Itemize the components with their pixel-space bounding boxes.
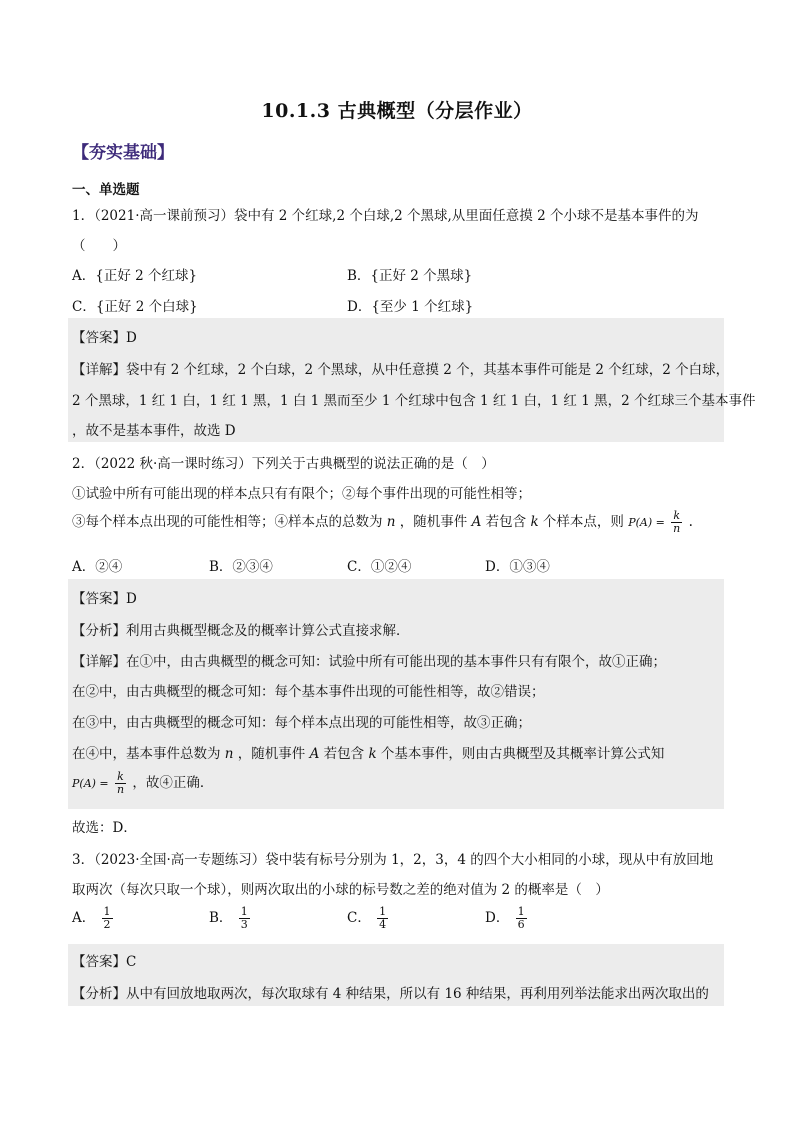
q1-stem-line2: （ ）	[72, 238, 126, 254]
q1-detail-line1: 【详解】袋中有 2 个红球，2 个白球，2 个黑球，从中任意摸 2 个，其基本事件可能是 2 个红球，2 个白球，	[72, 362, 730, 378]
q1-option-c: C．{正好 2 个白球}	[72, 299, 198, 315]
q2-detail5-lhs: P(A) =	[72, 777, 109, 790]
q2-analysis: 【分析】利用古典概型概念及的概率计算公式直接求解．	[72, 623, 410, 639]
q2-detail4-text-a: 在④中，基本事件总数为	[72, 746, 221, 762]
q2-stem3-text-d: 个样本点，则	[542, 514, 624, 530]
q2-fraction-denominator: n	[673, 522, 681, 535]
page-title: 10.1.3 古典概型（分层作业）	[261, 100, 533, 122]
q3-option-d	[485, 906, 529, 931]
q3-option-c-fraction	[377, 906, 388, 931]
q3-option-a	[72, 906, 115, 931]
q2-detail-line4	[72, 742, 664, 762]
q2-detail-line2: 在②中，由古典概型的概念可知：每个基本事件出现的可能性相等，故②错误；	[72, 684, 545, 700]
q2-detail5-denominator: n	[116, 783, 125, 796]
q3-option-b-denominator: 3	[240, 918, 248, 931]
q2-detail-line5	[72, 771, 213, 796]
q3-option-d-fraction	[516, 906, 527, 931]
q3-option-b-fraction	[239, 906, 250, 931]
q3-option-d-denominator: 6	[517, 918, 525, 931]
q3-option-c-numerator: 1	[379, 905, 387, 918]
q2-option-a: A．②④	[72, 559, 123, 575]
q1-detail-line2: 2 个黑球，1 红 1 白，1 红 1 黑，1 白 1 黑而至少 1 个红球中包含 1 红 1 白，1 红 1 黑，2 个红球三个基本事件	[72, 393, 756, 409]
q2-stem3-text-c: 若包含	[485, 514, 527, 530]
q3-answer: 【答案】C	[72, 954, 137, 970]
q2-stem3-end: .	[688, 514, 693, 530]
q3-stem-line1: 3．（2023·全国·高一专题练习）袋中装有标号分别为 1，2，3，4 的四个大小相同的小球，现从中有放回地	[72, 852, 714, 868]
q2-detail5-fraction	[115, 771, 126, 796]
q2-detail4-var-k: k	[368, 746, 377, 762]
q1-option-b: B．{正好 2 个黑球}	[347, 268, 473, 284]
q2-var-a: A	[471, 514, 482, 530]
q3-option-a-fraction	[102, 906, 113, 931]
q2-answer: 【答案】D	[72, 591, 137, 607]
q2-detail4-var-a: A	[309, 746, 320, 762]
q3-analysis: 【分析】从中有回放地取两次，每次取球有 4 种结果，所以有 16 种结果，再利用列举法能求出两次取出的	[72, 986, 709, 1002]
q3-option-c-label: C．	[347, 910, 371, 926]
q3-option-c	[347, 906, 390, 931]
q1-stem-line1: 1．（2021·高一课前预习）袋中有 2 个红球,2 个白球,2 个黑球,从里面任意摸 2 个小球不是基本事件的为	[72, 208, 699, 224]
q3-option-b-label: B．	[209, 910, 233, 926]
q2-detail4-text-b: ，随机事件	[237, 746, 306, 762]
q3-option-a-label: A．	[72, 910, 96, 926]
q2-stem-line1: 2．（2022 秋·高一课时练习）下列关于古典概型的说法正确的是（ ）	[72, 456, 495, 472]
section-heading: 【夯实基础】	[72, 143, 174, 163]
q1-option-a: A．{正好 2 个红球}	[72, 268, 198, 284]
q2-formula-fraction	[671, 510, 682, 535]
q2-conclusion: 故选：D．	[72, 820, 137, 836]
q3-option-d-numerator: 1	[517, 905, 525, 918]
q2-stem-line3	[72, 510, 693, 535]
q2-stem3-text-a: ③每个样本点出现的可能性相等；④样本点的总数为	[72, 514, 383, 530]
q2-option-b: B．②③④	[209, 559, 273, 575]
q2-var-n: n	[386, 514, 396, 530]
q1-detail-line3: ，故不是基本事件，故选 D	[72, 423, 236, 439]
q2-stem3-text-b: ，随机事件	[399, 514, 468, 530]
q3-option-b-numerator: 1	[240, 905, 248, 918]
q2-detail4-var-n: n	[224, 746, 234, 762]
q2-detail4-text-c: 若包含	[323, 746, 365, 762]
q2-option-c: C．①②④	[347, 559, 412, 575]
q2-var-k: k	[530, 514, 539, 530]
q2-detail5-tail: ，故④正确．	[132, 775, 214, 791]
q2-detail-line1: 【详解】在①中，由古典概型的概念可知：试验中所有可能出现的基本事件只有有限个，故①正确；	[72, 654, 666, 670]
q3-option-b	[209, 906, 252, 931]
q1-answer: 【答案】D	[72, 330, 137, 346]
q3-option-a-denominator: 2	[103, 918, 111, 931]
q3-stem-line2: 取两次（每次只取一个球），则两次取出的小球的标号数之差的绝对值为 2 的概率是（ ）	[72, 882, 609, 898]
q3-option-d-label: D．	[485, 910, 510, 926]
q2-detail5-numerator: k	[117, 770, 124, 783]
q2-detail4-text-d: 个基本事件，则由古典概型及其概率计算公式知	[380, 746, 665, 762]
q2-option-d: D．①③④	[485, 559, 550, 575]
q3-option-c-denominator: 4	[379, 918, 387, 931]
q3-option-a-numerator: 1	[103, 905, 111, 918]
q2-stem-line2: ①试验中所有可能出现的样本点只有有限个；②每个事件出现的可能性相等；	[72, 486, 531, 502]
q2-fraction-numerator: k	[673, 509, 681, 522]
q2-detail-line3: 在③中，由古典概型的概念可知：每个样本点出现的可能性相等，故③正确；	[72, 715, 531, 731]
q1-option-d: D．{至少 1 个红球}	[347, 299, 474, 315]
question-type-heading: 一、单选题	[72, 182, 140, 198]
q2-formula-lhs: P(A) =	[628, 516, 665, 529]
